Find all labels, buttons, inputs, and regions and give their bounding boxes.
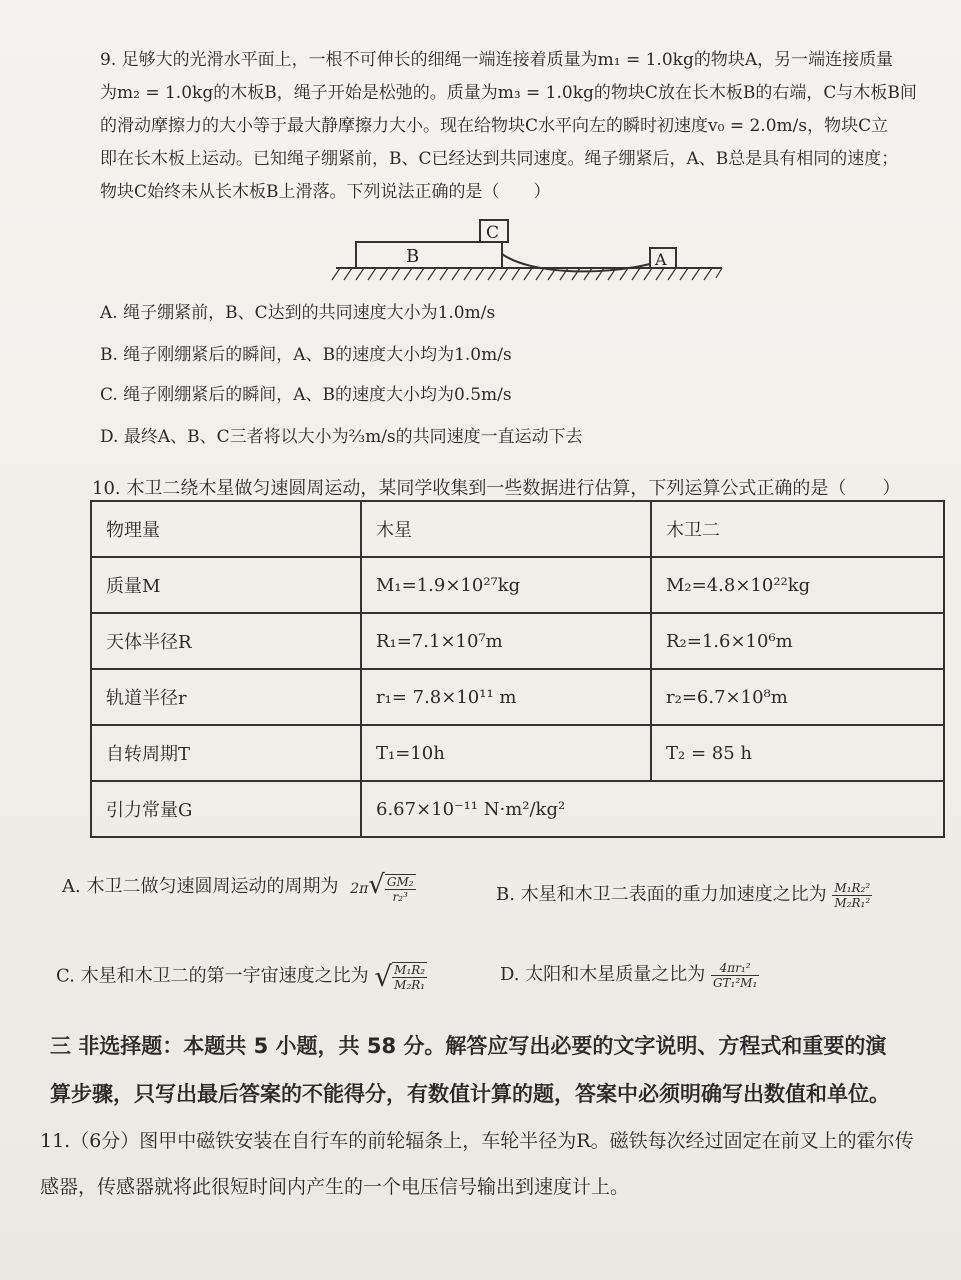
q10-option-a-formula: 2π√ $\frac{\text{GM₂}}{\text{r₂³}}$ bbox=[350, 870, 414, 904]
q10-option-d bbox=[500, 960, 759, 990]
q10-option-c: C. 木星和木卫二的第一宇宙速度之比为 √ $\frac{\text{M₁R₂}}{\text{M₂R₁}}$ bbox=[56, 960, 426, 993]
table-header-cell: 木星 bbox=[361, 501, 651, 557]
table-cell: 质量M bbox=[91, 557, 361, 613]
question-9-stem bbox=[100, 44, 950, 209]
formula-numerator: M₁R₂² bbox=[834, 880, 871, 895]
q9-line-5: 物块C始终未从长木板B上滑落。下列说法正确的是（ ） bbox=[100, 182, 551, 202]
q10-option-a-text: A. 木卫二做匀速圆周运动的周期为 bbox=[62, 876, 339, 897]
q10-option-a bbox=[62, 870, 416, 904]
table-row bbox=[91, 781, 944, 837]
table-cell: r₂=6.7×10⁸m bbox=[651, 669, 944, 725]
q9-option-b: B. 绳子刚绷紧后的瞬间，A、B的速度大小均为1.0m/s bbox=[100, 345, 512, 365]
q9-option-d: D. 最终A、B、C三者将以大小为⅔m/s的共同速度一直运动下去 bbox=[100, 427, 583, 447]
q10-option-b-text: B. 木星和木卫二表面的重力加速度之比为 bbox=[496, 884, 827, 905]
table-cell: R₂=1.6×10⁶m bbox=[651, 613, 944, 669]
question-10-stem: 10. 木卫二绕木星做匀速圆周运动，某同学收集到一些数据进行估算，下列运算公式正确的是（ ） bbox=[92, 478, 901, 499]
table-cell: T₁=10h bbox=[361, 725, 651, 781]
table-row bbox=[91, 725, 944, 781]
formula-numerator: 4πr₁² bbox=[711, 961, 759, 976]
formula-denominator: GT₁²M₁ bbox=[712, 975, 758, 990]
table-cell: T₂ = 85 h bbox=[651, 725, 944, 781]
table-cell: M₁=1.9×10²⁷kg bbox=[361, 557, 651, 613]
formula-denominator: M₂R₁² bbox=[834, 895, 871, 910]
q9-line-1: 9. 足够大的光滑水平面上，一根不可伸长的细绳一端连接着质量为m₁ = 1.0kg的物块A，另一端连接质量 bbox=[100, 50, 894, 70]
data-table bbox=[90, 500, 945, 838]
ground-surface bbox=[332, 268, 722, 280]
q9-figure bbox=[330, 218, 730, 296]
formula-numerator: M₁R₂ bbox=[394, 962, 426, 977]
formula-prefix: 2π bbox=[350, 881, 369, 897]
table-cell: R₁=7.1×10⁷m bbox=[361, 613, 651, 669]
table-row bbox=[91, 669, 944, 725]
table-header-cell: 木卫二 bbox=[651, 501, 944, 557]
question-11-line-2: 感器，传感器就将此很短时间内产生的一个电压信号输出到速度计上。 bbox=[40, 1176, 630, 1198]
table-cell: 天体半径R bbox=[91, 613, 361, 669]
q9-option-a: A. 绳子绷紧前，B、C达到的共同速度大小为1.0m/s bbox=[100, 303, 496, 323]
block-a-label: A bbox=[655, 250, 667, 269]
table-cell: M₂=4.8×10²²kg bbox=[651, 557, 944, 613]
section-3-heading-line-1: 三 非选择题：本题共 5 小题，共 58 分。解答应写出必要的文字说明、方程式和重要的演 bbox=[50, 1034, 887, 1058]
table-header-cell: 物理量 bbox=[91, 501, 361, 557]
table-cell: 自转周期T bbox=[91, 725, 361, 781]
formula-denominator: M₂R₁ bbox=[394, 977, 426, 992]
table-cell: 引力常量G bbox=[91, 781, 361, 837]
table-cell: 轨道半径r bbox=[91, 669, 361, 725]
q10-option-d-formula bbox=[711, 961, 759, 990]
block-c-label: C bbox=[486, 223, 500, 243]
q10-option-c-text: C. 木星和木卫二的第一宇宙速度之比为 bbox=[56, 965, 369, 987]
question-11-line-1: 11.（6分）图甲中磁铁安装在自行车的前轮辐条上，车轮半径为R。磁铁每次经过固定在前叉上的霍尔传 bbox=[40, 1130, 914, 1152]
formula-numerator: GM₂ bbox=[386, 875, 414, 889]
table-row bbox=[91, 501, 944, 557]
q9-line-2: 为m₂ = 1.0kg的木板B，绳子开始是松弛的。质量为m₃ = 1.0kg的物块C放在长木板B的右端，C与木板B间 bbox=[100, 83, 917, 103]
q9-option-c: C. 绳子刚绷紧后的瞬间，A、B的速度大小均为0.5m/s bbox=[100, 385, 512, 405]
table-cell: r₁= 7.8×10¹¹ m bbox=[361, 669, 651, 725]
board-b bbox=[356, 242, 502, 268]
board-b-label: B bbox=[406, 246, 420, 267]
q10-option-b bbox=[496, 880, 872, 910]
table-row bbox=[91, 613, 944, 669]
q10-option-b-formula bbox=[832, 881, 872, 910]
q10-option-c-formula bbox=[392, 962, 427, 992]
q10-option-d-text: D. 太阳和木星质量之比为 bbox=[500, 964, 706, 985]
q9-line-4: 即在长木板上运动。已知绳子绷紧前，B、C已经达到共同速度。绳子绷紧后，A、B总是具有相同的速度； bbox=[100, 149, 899, 169]
table-row bbox=[91, 557, 944, 613]
section-3-heading-line-2: 算步骤，只写出最后答案的不能得分，有数值计算的题，答案中必须明确写出数值和单位。 bbox=[50, 1082, 890, 1106]
q9-line-3: 的滑动摩擦力的大小等于最大静摩擦力大小。现在给物块C水平向左的瞬时初速度v₀ = 2.0m/s，物块C立 bbox=[100, 116, 889, 136]
table-cell: 6.67×10⁻¹¹ N·m²/kg² bbox=[361, 781, 944, 837]
formula-denominator: r₂³ bbox=[392, 890, 408, 904]
